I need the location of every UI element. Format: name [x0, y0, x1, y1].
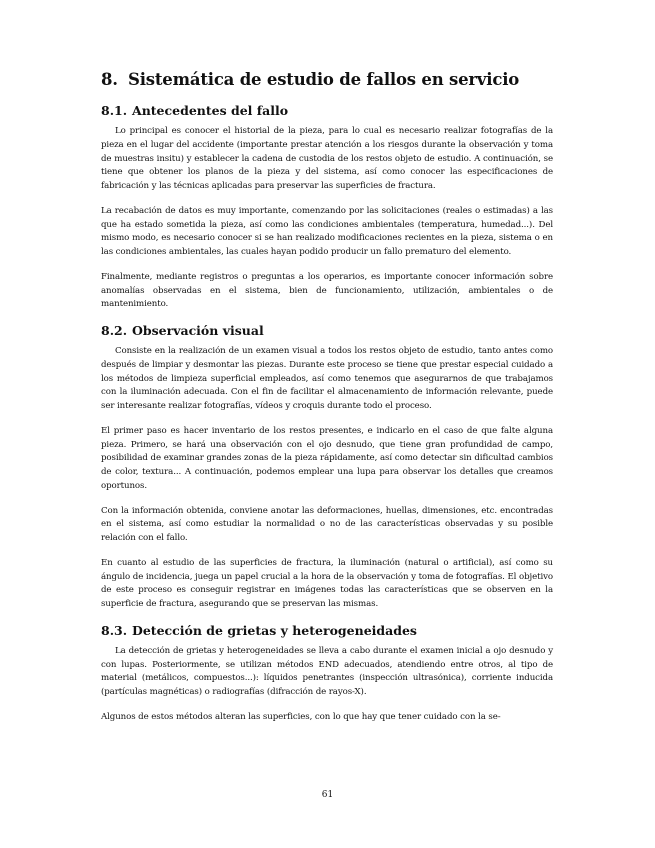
paragraph: Lo principal es conocer el historial de la pieza, para lo cual es necesario realizar fotografías de la pieza en el lugar del accidente (importante prestar atención a los riesgos durante la observación y toma de muestras insitu) y establecer la cadena de custodia de los restos objeto de estudio. A continuación, se tiene que obtener los planos de la pieza y del sistema, así como conocer las especificaciones de fabricación y las técnicas aplicadas para preservar las superficies de fractura.	[101, 126, 553, 191]
page-content	[101, 70, 553, 736]
paragraph: Con la información obtenida, conviene anotar las deformaciones, huellas, dimensiones, etc. encontradas en el sistema, así como estudiar la normalidad o no de las características observadas y su posible relación con el fallo.	[101, 505, 553, 543]
section-heading-8-1	[101, 103, 553, 118]
chapter-number: 8.	[101, 70, 118, 89]
section-number: 8.3.	[101, 622, 128, 638]
section-title: Detección de grietas y heterogeneidades	[132, 622, 417, 638]
section-heading-8-2	[101, 323, 553, 338]
paragraph: El primer paso es hacer inventario de los restos presentes, e indicarlo en el caso de que falte alguna pieza. Primero, se hará una observación con el ojo desnudo, que tiene gran profundidad de campo, posibilidad de examinar grandes zonas de la pieza rápidamente, así como detectar sin dificultad cambios de color, textura... A continuación, podemos emplear una lupa para observar los detalles que creamos oportunos.	[101, 425, 553, 491]
chapter-title: Sistemática de estudio de fallos en servicio	[128, 70, 520, 89]
page-number: 61	[321, 790, 334, 800]
section-number: 8.2.	[101, 323, 128, 338]
section-number: 8.1.	[101, 103, 128, 118]
chapter-heading	[101, 70, 553, 89]
section-title: Observación visual	[132, 323, 264, 338]
paragraph: La recabación de datos es muy importante, comenzando por las solicitaciones (reales o estimadas) a las que ha estado sometida la pieza, así como las condiciones ambientales (temperatura, humedad...). Del mismo modo, es necesario conocer si se han realizado modificaciones recientes en la pieza, sistema o en las condiciones ambientales, las cuales hayan podido producir un fallo prematuro del elemento.	[101, 205, 553, 257]
paragraph: Consiste en la realización de un examen visual a todos los restos objeto de estudio, tanto antes como después de limpiar y desmontar las piezas. Durante este proceso se tiene que prestar especial cuidado a los métodos de limpieza superficial empleados, así como tenemos que asegurarnos de que trabajamos con la iluminación adecuada. Con el fin de facilitar el almacenamiento de información relevante, puede ser interesante realizar fotografías, vídeos y croquis durante todo el proceso.	[101, 346, 553, 411]
paragraph: La detección de grietas y heterogeneidades se lleva a cabo durante el examen inicial a ojo desnudo y con lupas. Posteriormente, se utilizan métodos END adecuados, atendiendo entre otros, al tipo de material (metálicos, compuestos...): líquidos penetrantes (inspección ultrasónica), corriente inducida (partículas magnéticas) o radiografías (difracción de rayos-X).	[101, 645, 553, 697]
section-title: Antecedentes del fallo	[132, 103, 289, 118]
paragraph: En cuanto al estudio de las superficies de fractura, la iluminación (natural o artificial), así como su ángulo de incidencia, juega un papel crucial a la hora de la observación y toma de fotografías. El objetivo de este proceso es conseguir registrar en imágenes todas las características que se observen en la superficie de fractura, asegurando que se preservan las mismas.	[101, 557, 553, 609]
section-heading-8-3	[101, 623, 553, 638]
paragraph: Algunos de estos métodos alteran las superficies, con lo que hay que tener cuidado con la se-	[101, 711, 501, 722]
paragraph: Finalmente, mediante registros o preguntas a los operarios, es importante conocer información sobre anomalías observadas en el sistema, bien de funcionamiento, utilización, ambientales o de mantenimiento.	[101, 271, 553, 310]
